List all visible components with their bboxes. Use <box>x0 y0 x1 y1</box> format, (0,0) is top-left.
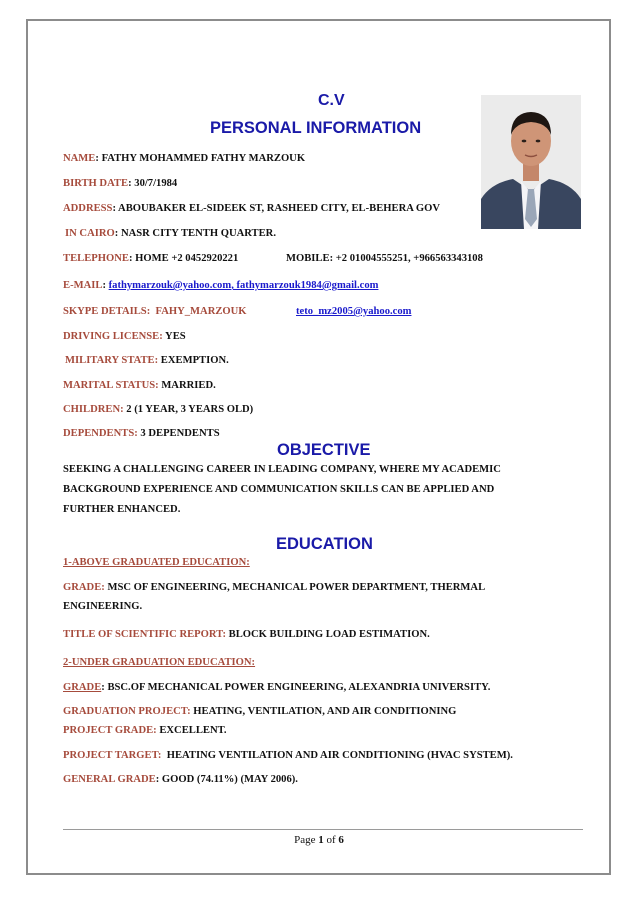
footer-divider <box>63 829 583 830</box>
driving-license-value: YES <box>165 331 186 342</box>
mobile-line: MOBILE: +2 01004555251, +966563343108 <box>286 253 483 264</box>
email-line: E-MAIL: fathymarzouk@yahoo.com, fathymarzouk1984@gmail.com <box>63 280 379 291</box>
graduation-project-line <box>63 706 456 717</box>
marital-status-label: MARITAL STATUS: <box>63 380 159 391</box>
general-grade-label: GENERAL GRADE <box>63 774 156 785</box>
graduation-project-value: HEATING, VENTILATION, AND AIR CONDITIONING <box>193 706 457 717</box>
skype-value: FAHY_MARZOUK <box>155 306 247 317</box>
driving-license-label: DRIVING LICENSE: <box>63 331 163 342</box>
email-link-yahoo[interactable]: fathymarzouk@yahoo.com <box>108 280 232 291</box>
name-value: FATHY MOHAMMED FATHY MARZOUK <box>101 153 306 164</box>
telephone-line: TELEPHONE: HOME +2 0452920221 <box>63 253 239 264</box>
msc-grade-line-2: ENGINEERING. <box>63 601 143 612</box>
project-target-value: HEATING VENTILATION AND AIR CONDITIONING (HVAC SYSTEM). <box>166 750 513 761</box>
birth-date-line: BIRTH DATE: 30/7/1984 <box>63 178 178 189</box>
military-state-value: EXEMPTION. <box>160 355 229 366</box>
dependents-line <box>63 428 220 439</box>
cairo-value: NASR CITY TENTH QUARTER. <box>120 228 276 239</box>
birth-date-label: BIRTH DATE <box>63 178 129 189</box>
scientific-report-line <box>63 629 430 640</box>
project-grade-label: PROJECT GRADE: <box>63 725 157 736</box>
person-portrait-icon <box>481 95 581 229</box>
objective-text-line-1: SEEKING A CHALLENGING CAREER IN LEADING COMPANY, WHERE MY ACADEMIC <box>63 464 501 475</box>
telephone-value: HOME +2 0452920221 <box>135 253 239 264</box>
scientific-report-value: BLOCK BUILDING LOAD ESTIMATION. <box>228 629 430 640</box>
bsc-grade-label: GRADE <box>63 682 102 693</box>
personal-information-heading: PERSONAL INFORMATION <box>210 119 422 137</box>
skype-label: SKYPE DETAILS: <box>63 306 151 317</box>
email-label: E-MAIL <box>63 280 103 291</box>
cairo-label: IN CAIRO <box>65 228 115 239</box>
children-line <box>63 404 253 415</box>
project-target-line <box>63 750 513 761</box>
mobile-value: +2 01004555251, +966563343108 <box>335 253 483 264</box>
address-label: ADDRESS <box>63 203 113 214</box>
msc-grade-line <box>63 582 485 593</box>
driving-license-line <box>63 331 186 342</box>
education-heading: EDUCATION <box>276 535 373 553</box>
address-line: ADDRESS: ABOUBAKER EL-SIDEEK ST, RASHEED CITY, EL-BEHERA GOV <box>63 203 441 214</box>
msc-grade-label: GRADE: <box>63 582 105 593</box>
marital-status-value: MARRIED. <box>161 380 216 391</box>
current-page-number: 1 <box>318 834 324 846</box>
project-target-label: PROJECT TARGET: <box>63 750 162 761</box>
project-grade-value: EXCELLENT. <box>159 725 227 736</box>
military-state-line <box>65 355 229 366</box>
cv-title: C.V <box>318 92 345 109</box>
military-state-label: MILITARY STATE: <box>65 355 159 366</box>
under-graduation-heading: 2-UNDER GRADUATION EDUCATION: <box>63 657 256 668</box>
bsc-grade-line: GRADE: BSC.OF MECHANICAL POWER ENGINEERING, ALEXANDRIA UNIVERSITY. <box>63 682 491 693</box>
skype-email-line <box>296 306 411 317</box>
children-value: 2 (1 YEAR, 3 YEARS OLD) <box>126 404 254 415</box>
project-grade-line <box>63 725 227 736</box>
dependents-label: DEPENDENTS: <box>63 428 138 439</box>
children-label: CHILDREN: <box>63 404 124 415</box>
name-label: NAME <box>63 153 96 164</box>
name-line: NAME: FATHY MOHAMMED FATHY MARZOUK <box>63 153 306 164</box>
objective-text-line-3: FURTHER ENHANCED. <box>63 504 181 515</box>
scientific-report-label: TITLE OF SCIENTIFIC REPORT: <box>63 629 226 640</box>
birth-date-value: 30/7/1984 <box>134 178 178 189</box>
general-grade-line: GENERAL GRADE: GOOD (74.11%) (MAY 2006). <box>63 774 298 785</box>
bsc-grade-value: BSC.OF MECHANICAL POWER ENGINEERING, ALEXANDRIA UNIVERSITY. <box>107 682 491 693</box>
mobile-label: MOBILE <box>286 253 330 264</box>
email-link-gmail[interactable]: fathymarzouk1984@gmail.com <box>236 280 379 291</box>
skype-email-link[interactable]: teto_mz2005@yahoo.com <box>296 306 412 317</box>
skype-line <box>63 306 247 317</box>
objective-heading: OBJECTIVE <box>277 441 371 459</box>
total-page-count: 6 <box>338 834 344 846</box>
marital-status-line <box>63 380 216 391</box>
above-graduated-heading: 1-ABOVE GRADUATED EDUCATION: <box>63 557 250 568</box>
dependents-value: 3 DEPENDENTS <box>140 428 220 439</box>
msc-grade-value: MSC OF ENGINEERING, MECHANICAL POWER DEPARTMENT, THERMAL <box>107 582 486 593</box>
cairo-address-line: IN CAIRO: NASR CITY TENTH QUARTER. <box>65 228 276 239</box>
profile-photo <box>481 95 581 229</box>
general-grade-value: GOOD (74.11%) (MAY 2006). <box>161 774 298 785</box>
page-number-footer: Page 1 of 6 <box>294 834 344 846</box>
objective-text-line-2: BACKGROUND EXPERIENCE AND COMMUNICATION SKILLS CAN BE APPLIED AND <box>63 484 495 495</box>
telephone-label: TELEPHONE <box>63 253 129 264</box>
address-value: ABOUBAKER EL-SIDEEK ST, RASHEED CITY, EL-BEHERA GOV <box>118 203 441 214</box>
graduation-project-label: GRADUATION PROJECT: <box>63 706 191 717</box>
